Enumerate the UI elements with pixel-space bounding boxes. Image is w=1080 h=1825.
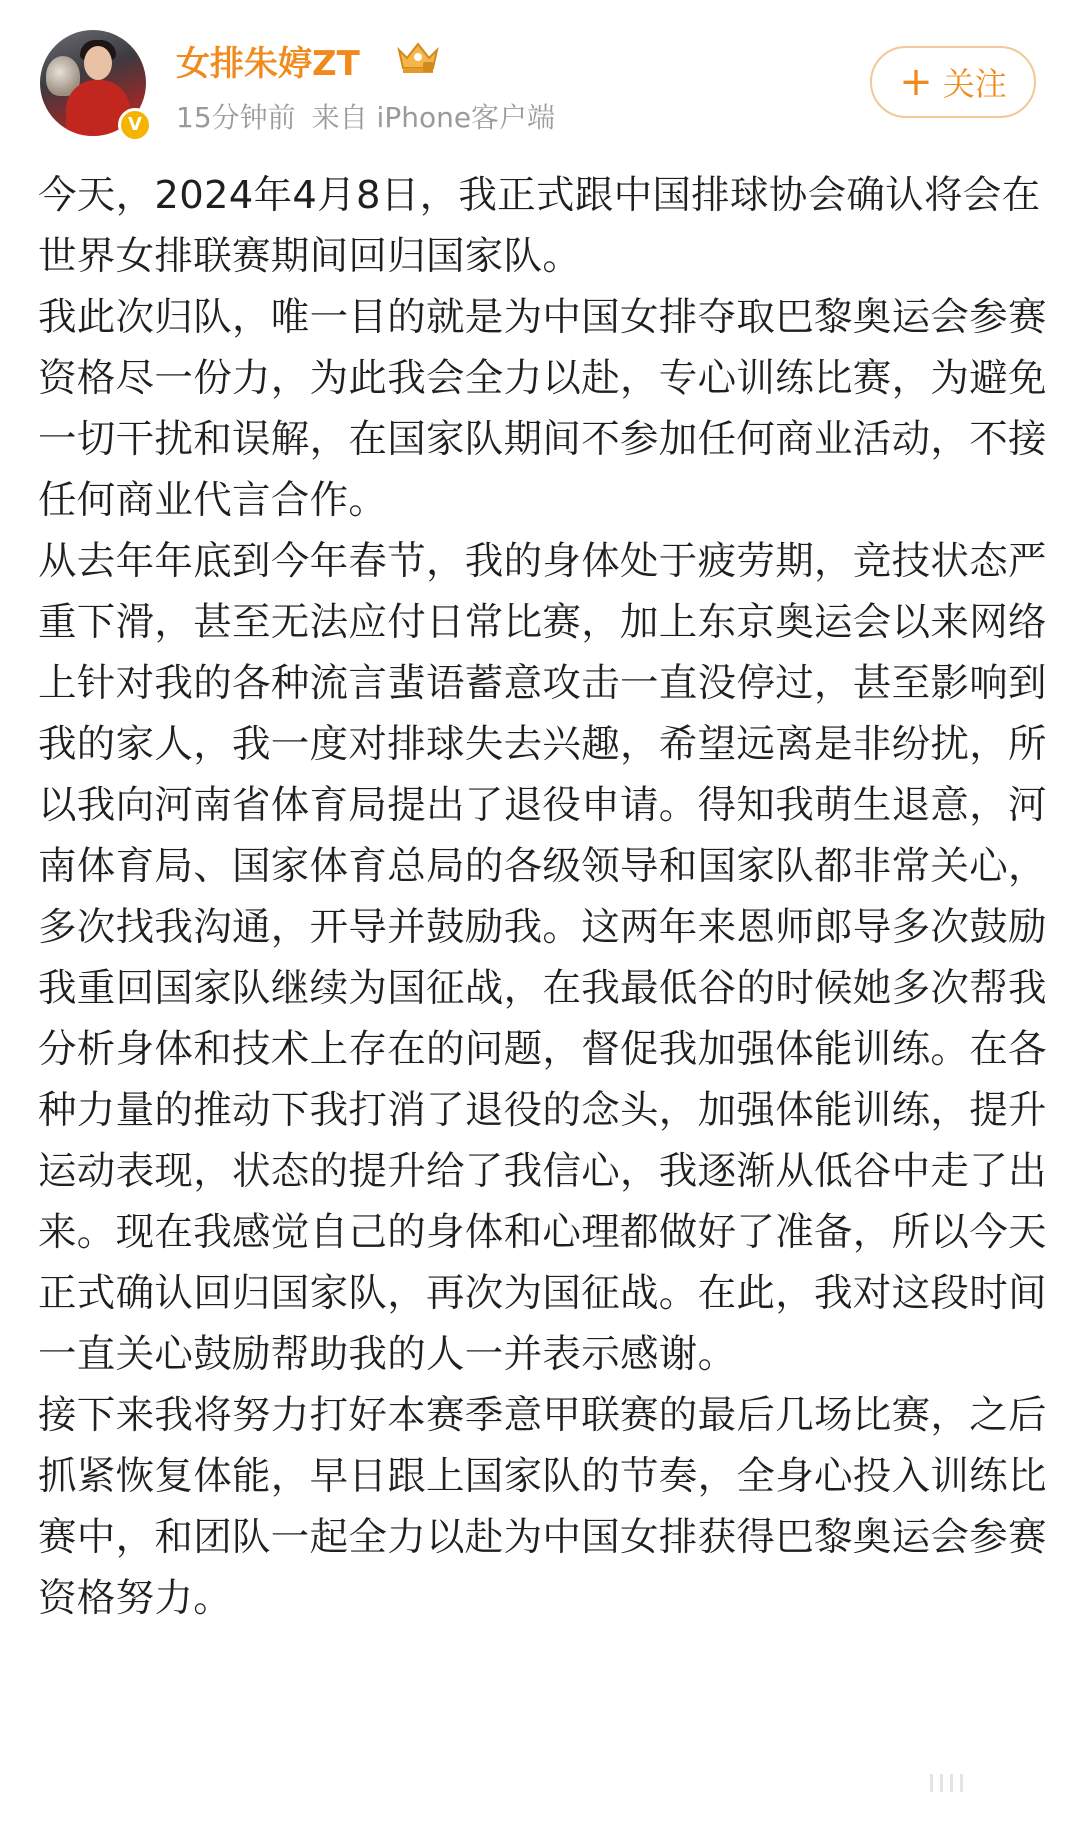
post-paragraph: 接下来我将努力打好本赛季意甲联赛的最后几场比赛，之后抓紧恢复体能，早日跟上国家队的节奏，全身心投入训练比赛中，和团队一起全力以赴为中国女排获得巴黎奥运会参赛资格努力。 — [38, 1393, 1047, 1621]
crown-badge-icon — [395, 40, 441, 76]
post-paragraph: 我此次归队，唯一目的就是为中国女排夺取巴黎奥运会参赛资格尽一份力，为此我会全力以赴，专心训练比赛，为避免一切干扰和误解，在国家队期间不参加任何商业活动，不接任何商业代言合作。 — [38, 295, 1047, 523]
post-header — [0, 0, 1080, 150]
follow-button[interactable] — [870, 46, 1036, 118]
post-paragraph: 从去年年底到今年春节，我的身体处于疲劳期，竞技状态严重下滑，甚至无法应付日常比赛，加上东京奥运会以来网络上针对我的各种流言蜚语蓄意攻击一直没停过，甚至影响到我的家人，我一度对排球失去兴趣，希望远离是非纷扰，所以我向河南省体育局提出了退役申请。得知我萌生退意，河南体育局、国家体育总局的各级领导和国家队都非常关心，多次找我沟通，开导并鼓励我。这两年来恩师郎导多次鼓励我重回国家队继续为国征战，在我最低谷的时候她多次帮我分析身体和技术上存在的问题，督促我加强体能训练。在各种力量的推动下我打消了退役的念头，加强体能训练，提升运动表现，状态的提升给了我信心，我逐渐从低谷中走了出来。现在我感觉自己的身体和心理都做好了准备，所以今天正式确认回归国家队，再次为国征战。在此，我对这段时间一直关心鼓励帮助我的人一并表示感谢。 — [38, 539, 1047, 1377]
post-paragraph: 今天，2024年4月8日，我正式跟中国排球协会确认将会在世界女排联赛期间回归国家队。 — [38, 173, 1041, 279]
post-time: 15分钟前 — [176, 101, 296, 134]
plus-icon: + — [899, 59, 933, 105]
verified-v-icon: V — [118, 108, 152, 142]
post-meta — [176, 96, 555, 136]
post-body — [38, 165, 1048, 1629]
follow-label: 关注 — [942, 65, 1007, 103]
username[interactable]: 女排朱婷ZT — [176, 44, 360, 84]
post-source: 来自 iPhone客户端 — [311, 101, 556, 134]
avatar-face — [84, 46, 112, 80]
watermark-icon — [930, 1768, 1050, 1798]
